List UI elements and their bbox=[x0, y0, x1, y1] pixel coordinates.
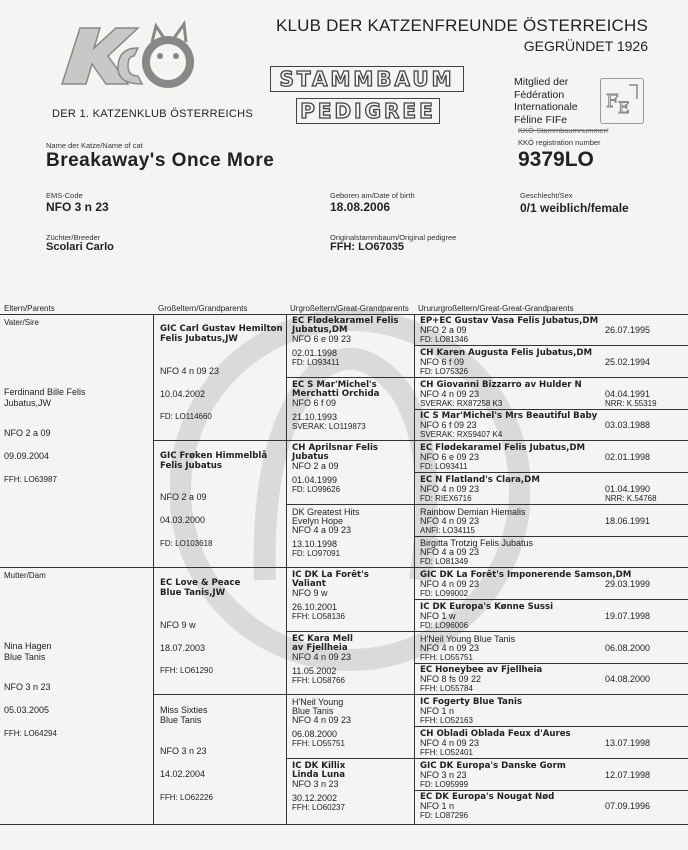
gggp-name: H'Neil Young Blue Tanis bbox=[420, 633, 516, 644]
header-grandparents: Großeltern/Grandparents bbox=[158, 304, 248, 313]
gggp-ems: NFO 8 fs 09 22 bbox=[420, 674, 482, 685]
svg-text:E: E bbox=[618, 98, 630, 117]
gggp-reg: FFH: LO55751 bbox=[420, 652, 473, 662]
gggp-date: 04.08.2000 bbox=[605, 674, 651, 685]
gp-ems: NFO 4 n 09 23 bbox=[160, 366, 220, 376]
dam-ems: NFO 3 n 23 bbox=[4, 682, 51, 692]
ggp-l2: Blue Tanis bbox=[292, 706, 334, 716]
gggp-rule bbox=[414, 790, 688, 791]
gggp-rule bbox=[414, 536, 688, 537]
ggp-l1: EC Kara Mell bbox=[292, 633, 353, 644]
gggp-ems: NFO 4 n 09 23 bbox=[420, 579, 480, 589]
gggp-date: 04.04.1991 bbox=[605, 388, 651, 399]
gggp-ems: NFO 1 n bbox=[420, 706, 455, 716]
ggp-l2: av Fjellheia bbox=[292, 642, 348, 653]
sire-label: Vater/Sire bbox=[4, 318, 39, 327]
gp-name-2: Felis Jubatus,JW bbox=[160, 334, 238, 344]
ggp-date: 30.12.2002 bbox=[292, 792, 338, 803]
gggp-reg2: NRR: K.55319 bbox=[605, 398, 657, 408]
dam-name-1: Nina Hagen bbox=[4, 641, 52, 651]
gggp-reg: FD: LO87296 bbox=[420, 811, 469, 821]
doc-title-stammbaum: STAMMBAUM bbox=[270, 66, 464, 92]
ggp-l2: Merchatti Orchida bbox=[292, 388, 380, 399]
gggp-name: EP+EC Gustav Vasa Felis Jubatus,DM bbox=[420, 316, 599, 326]
dam-label: Mutter/Dam bbox=[4, 571, 46, 580]
gggp-ems: NFO 6 f 09 23 bbox=[420, 420, 477, 431]
sire-ems: NFO 2 a 09 bbox=[4, 428, 51, 438]
gggp-name: CH Obladi Oblada Feux d'Aures bbox=[420, 728, 571, 739]
gggp-reg2: NRR: K.54768 bbox=[605, 493, 657, 503]
dam-reg: FFH: LO64294 bbox=[4, 729, 57, 738]
gp-ems: NFO 2 a 09 bbox=[160, 492, 207, 502]
gp-ems: NFO 9 w bbox=[160, 620, 196, 630]
gggp-date: 29.03.1999 bbox=[605, 579, 651, 589]
ggp-reg: FD: LO93411 bbox=[292, 358, 340, 367]
col-divider-3 bbox=[414, 314, 415, 824]
fife-logo-icon bbox=[600, 78, 644, 124]
sire-dam-rule bbox=[0, 567, 688, 568]
header-great-grandparents: Urgroßeltern/Great-Grandparents bbox=[290, 304, 409, 313]
gggp-reg: SVERAK: RX87258 K3 bbox=[420, 398, 503, 408]
table-bottom-rule bbox=[0, 824, 688, 825]
gp-reg: FD: LO114660 bbox=[160, 412, 212, 421]
gggp-ems: NFO 4 n 09 23 bbox=[420, 515, 480, 526]
gggp-reg: FD: LO95999 bbox=[420, 779, 469, 789]
ggp-rule-4 bbox=[286, 758, 688, 759]
ggp-l2: Evelyn Hope bbox=[292, 515, 344, 526]
gp-reg: FFH: LO61290 bbox=[160, 666, 213, 675]
gp-reg: FFH: LO62226 bbox=[160, 793, 213, 802]
breeder: Scolari Carlo bbox=[46, 241, 114, 253]
gp-dob: 04.03.2000 bbox=[160, 515, 206, 525]
ggp-l1: EC S Mar'Michel's bbox=[292, 379, 377, 390]
cat-name: Breakaway's Once More bbox=[46, 150, 275, 171]
ggp-rule-1 bbox=[286, 377, 688, 378]
ggp-reg: FD: LO97091 bbox=[292, 548, 341, 558]
gp-ems: NFO 3 n 23 bbox=[160, 746, 207, 756]
gggp-rule bbox=[414, 599, 688, 600]
gggp-name: Birgitta Trotzig Felis Jubatus bbox=[420, 538, 534, 549]
sire-name-1: Ferdinand Bille Felis bbox=[4, 387, 86, 397]
gp-name-1: GIC Carl Gustav Hemilton bbox=[160, 324, 283, 334]
gggp-rule bbox=[414, 472, 688, 473]
gggp-name: EC Honeybee av Fjellheia bbox=[420, 665, 543, 676]
gp-dob: 14.02.2004 bbox=[160, 769, 206, 779]
gggp-reg: FD: LO96006 bbox=[420, 620, 469, 630]
gggp-name: IC S Mar'Michel's Mrs Beautiful Baby bbox=[420, 411, 598, 422]
gggp-date: 19.07.1998 bbox=[605, 610, 651, 621]
club-subtitle: DER 1. KATZENKLUB ÖSTERREICHS bbox=[52, 108, 254, 120]
ggp-l3: NFO 6 f 09 bbox=[292, 397, 337, 408]
gggp-ems: NFO 4 n 09 23 bbox=[420, 483, 480, 494]
gggp-reg: FD: LO81346 bbox=[420, 335, 469, 344]
gp-name-2: Blue Tanis bbox=[160, 715, 202, 725]
gggp-name: EC N Flatland's Clara,DM bbox=[420, 474, 540, 485]
gggp-reg: FD: LO75326 bbox=[420, 366, 469, 376]
orig-pedigree: FFH: LO67035 bbox=[330, 241, 404, 253]
gggp-reg: FFH: LO52163 bbox=[420, 716, 473, 725]
ggp-date: 02.01.1998 bbox=[292, 348, 338, 358]
gggp-name: IC DK Europa's Kønne Sussi bbox=[420, 601, 554, 612]
ggp-date: 13.10.1998 bbox=[292, 538, 338, 549]
old-reg-label: KKÖ-Stammbaumnummer/ bbox=[518, 126, 609, 135]
ggp-l1: EC Flødekaramel Felis bbox=[292, 316, 399, 326]
gggp-ems: NFO 4 a 09 23 bbox=[420, 547, 480, 558]
gggp-ems: NFO 1 n bbox=[420, 801, 455, 812]
col-divider-1 bbox=[153, 314, 154, 824]
svg-text:F: F bbox=[606, 91, 619, 112]
ggp-date: 21.10.1993 bbox=[292, 411, 338, 422]
ggp-date: 01.04.1999 bbox=[292, 475, 338, 485]
gggp-reg: SVERAK: RX59407 K4 bbox=[420, 430, 503, 440]
gggp-ems: NFO 6 f 09 bbox=[420, 356, 465, 367]
ggp-l3: NFO 6 e 09 23 bbox=[292, 334, 352, 344]
ggp-l3: NFO 3 n 23 bbox=[292, 778, 339, 789]
ggp-reg: FFH: LO58766 bbox=[292, 675, 345, 685]
gggp-name: CH Karen Augusta Felis Jubatus,DM bbox=[420, 347, 593, 358]
reg-number: 9379LO bbox=[518, 148, 594, 171]
gggp-ems: NFO 1 w bbox=[420, 610, 456, 621]
ggp-rule-2 bbox=[286, 504, 688, 505]
header-parents: Eltern/Parents bbox=[4, 304, 55, 313]
gggp-rule bbox=[414, 345, 688, 346]
ggp-l2: Valiant bbox=[292, 579, 326, 589]
gggp-date: 03.03.1988 bbox=[605, 420, 651, 431]
gggp-reg: FD: LO81349 bbox=[420, 557, 469, 567]
kko-logo bbox=[56, 18, 206, 96]
gggp-ems: NFO 3 n 23 bbox=[420, 769, 467, 780]
gggp-date: 13.07.1998 bbox=[605, 737, 651, 748]
ggp-reg: FFH: LO55751 bbox=[292, 739, 345, 748]
club-founded: GEGRÜNDET 1926 bbox=[523, 38, 648, 54]
ggp-l3: NFO 2 a 09 bbox=[292, 461, 339, 471]
gggp-date: 12.07.1998 bbox=[605, 769, 651, 780]
gggp-rule bbox=[414, 409, 688, 410]
gggp-rule bbox=[414, 663, 688, 664]
ggp-l2: Jubatus,DM bbox=[292, 325, 348, 335]
gggp-rule bbox=[414, 726, 688, 727]
ggp-l1: IC DK La Forêt's bbox=[292, 570, 369, 580]
date-of-birth: 18.08.2006 bbox=[330, 200, 391, 214]
ggp-date: 11.05.2002 bbox=[292, 665, 337, 676]
ggp-l3: NFO 4 a 09 23 bbox=[292, 524, 352, 535]
gp-name-1: EC Love & Peace bbox=[160, 578, 241, 588]
gggp-ems: NFO 6 e 09 23 bbox=[420, 452, 480, 462]
gp-dob: 10.04.2002 bbox=[160, 389, 206, 399]
gggp-date: 18.06.1991 bbox=[605, 515, 651, 526]
sex-label: Geschlecht/Sex bbox=[520, 191, 573, 200]
dam-name-2: Blue Tanis bbox=[4, 652, 46, 662]
gggp-name: GIC DK La Forêt's Imponerende Samson,DM bbox=[420, 570, 632, 580]
dob-label: Geboren am/Date of birth bbox=[330, 191, 415, 200]
gggp-date: 26.07.1995 bbox=[605, 325, 651, 335]
ggp-date: 06.08.2000 bbox=[292, 729, 338, 739]
gggp-date: 25.02.1994 bbox=[605, 356, 651, 367]
gggp-reg: FFH: LO55784 bbox=[420, 684, 473, 694]
ggp-l1: IC DK Killix bbox=[292, 760, 346, 771]
gp-name-2: Felis Jubatus bbox=[160, 461, 222, 471]
breeder-label: Züchter/Breeder bbox=[46, 233, 101, 242]
ggp-l3: NFO 4 n 09 23 bbox=[292, 651, 352, 662]
table-top-rule bbox=[0, 314, 688, 315]
gggp-date: 01.04.1990 bbox=[605, 483, 651, 494]
sire-name-2: Jubatus,JW bbox=[4, 398, 52, 408]
reg-label: KKÖ registration number bbox=[518, 138, 601, 147]
ems-label: EMS-Code bbox=[46, 191, 83, 200]
fife-membership-text: Mitglied der Fédération Internationale Féline FIFe bbox=[514, 76, 578, 126]
gp-dob: 18.07.2003 bbox=[160, 643, 206, 653]
ggp-reg: FFH: LO58136 bbox=[292, 612, 345, 621]
ggp-reg: SVERAK: LO119873 bbox=[292, 421, 366, 431]
ems-code: NFO 3 n 23 bbox=[46, 200, 109, 214]
gggp-ems: NFO 4 n 09 23 bbox=[420, 388, 480, 399]
orig-pedigree-label: Originalstammbaum/Original pedigree bbox=[330, 233, 457, 242]
gggp-ems: NFO 4 n 09 23 bbox=[420, 642, 480, 653]
gp-name-2: Blue Tanis,JW bbox=[160, 588, 226, 598]
gggp-reg: FD: RIEX6716 bbox=[420, 493, 472, 503]
gggp-name: GIC DK Europa's Danske Gorm bbox=[420, 760, 566, 771]
gggp-date: 07.09.1996 bbox=[605, 801, 651, 812]
col-divider-2 bbox=[286, 314, 287, 824]
ggp-l1: DK Greatest Hits bbox=[292, 506, 360, 517]
dam-dob: 05.03.2005 bbox=[4, 705, 50, 715]
gggp-name: EC Flødekaramel Felis Jubatus,DM bbox=[420, 443, 586, 453]
ggp-rule-3 bbox=[286, 631, 688, 632]
ggp-reg: FFH: LO60237 bbox=[292, 802, 345, 812]
gggp-reg: ANFI: LO34115 bbox=[420, 525, 475, 535]
ggp-reg: FD: LO99626 bbox=[292, 485, 341, 494]
ggp-l1: CH Aprilsnar Felis bbox=[292, 443, 379, 453]
ggp-l2: Jubatus bbox=[292, 452, 329, 462]
sire-reg: FFH: LO63987 bbox=[4, 475, 57, 484]
gggp-ems: NFO 2 a 09 bbox=[420, 325, 467, 335]
gggp-date: 02.01.1998 bbox=[605, 452, 651, 462]
sex: 0/1 weiblich/female bbox=[520, 201, 629, 215]
gggp-reg: FD: LO93411 bbox=[420, 462, 468, 471]
header-great-great-grandparents: Urururgroßeltern/Great-Great-Grandparents bbox=[418, 304, 574, 313]
gggp-ems: NFO 4 n 09 23 bbox=[420, 737, 480, 748]
ggp-l2: Linda Luna bbox=[292, 769, 345, 780]
gggp-name: CH Giovanni Bizzarro av Hulder N bbox=[420, 379, 582, 390]
cat-name-label: Name der Katze/Name of cat bbox=[46, 141, 143, 150]
gggp-name: Rainbow Demian Hiemalis bbox=[420, 506, 526, 517]
doc-title-pedigree: PEDIGREE bbox=[296, 98, 440, 124]
ggp-l3: NFO 4 n 09 23 bbox=[292, 715, 352, 725]
ggp-l1: H'Neil Young bbox=[292, 697, 344, 707]
gggp-name: IC Fogerty Blue Tanis bbox=[420, 697, 523, 707]
gp-reg: FD: LO103618 bbox=[160, 539, 213, 548]
club-title: KLUB DER KATZENFREUNDE ÖSTERREICHS bbox=[275, 16, 648, 35]
sire-dob: 09.09.2004 bbox=[4, 451, 50, 461]
gggp-reg: FFH: LO52401 bbox=[420, 747, 473, 757]
gp-name-1: Miss Sixties bbox=[160, 705, 208, 715]
ggp-date: 26.10.2001 bbox=[292, 602, 338, 612]
gggp-reg: FD: LO99002 bbox=[420, 589, 469, 598]
gggp-name: EC DK Europa's Nougat Nød bbox=[420, 792, 555, 803]
ggp-l3: NFO 9 w bbox=[292, 588, 328, 598]
gggp-date: 06.08.2000 bbox=[605, 642, 651, 653]
gp-name-1: GIC Frøken Himmelblå bbox=[160, 451, 268, 461]
